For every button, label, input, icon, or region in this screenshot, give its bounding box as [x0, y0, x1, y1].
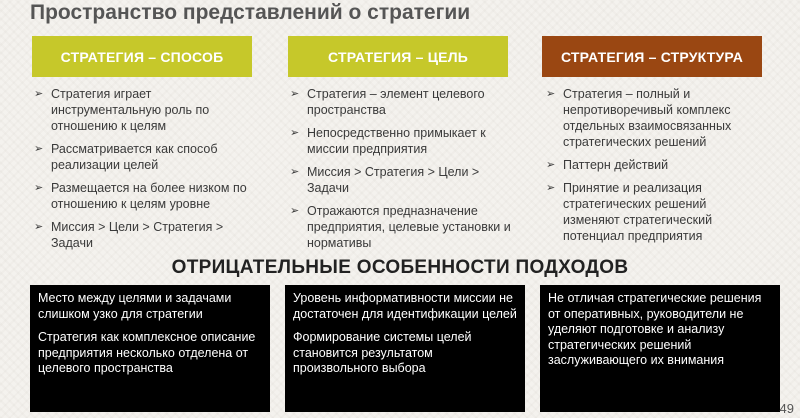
arrow-bullet-icon: ➢	[34, 182, 44, 194]
arrow-bullet-icon: ➢	[290, 88, 300, 100]
arrow-bullet-icon: ➢	[34, 221, 44, 233]
drawback-text: Уровень информативности миссии не достаточен для идентификации целей	[293, 291, 517, 321]
list-item: ➢ Стратегия – полный и непротиворечивый комплекс отдельных взаимосвязанных стратегических решений	[546, 87, 732, 149]
list-item: ➢ Стратегия играет инструментальную роль по отношению к целям	[34, 87, 210, 133]
list-item: ➢ Миссия > Стратегия > Цели > Задачи	[290, 165, 480, 195]
drawback-box-method	[30, 285, 270, 412]
arrow-bullet-icon: ➢	[34, 88, 44, 100]
header-strategy-structure: СТРАТЕГИЯ – СТРУКТУРА	[542, 36, 762, 77]
header-strategy-goal: СТРАТЕГИЯ – ЦЕЛЬ	[288, 36, 508, 77]
arrow-bullet-icon: ➢	[546, 182, 556, 194]
arrow-bullet-icon: ➢	[290, 205, 300, 217]
drawback-text: Формирование системы целей становится результатом произвольного выбора	[293, 330, 472, 375]
list-item: ➢ Рассматривается как способ реализации целей	[34, 142, 218, 172]
list-item: ➢ Паттерн действий	[546, 158, 669, 172]
column-strategy-method-list	[34, 86, 262, 258]
column-strategy-goal-list	[290, 86, 515, 258]
arrow-bullet-icon: ➢	[546, 159, 556, 171]
arrow-bullet-icon: ➢	[290, 127, 300, 139]
page-number: 49	[779, 401, 794, 416]
drawback-text: Место между целями и задачами слишком узко для стратегии	[38, 291, 232, 321]
arrow-bullet-icon: ➢	[34, 143, 44, 155]
section-title: ОТРИЦАТЕЛЬНЫЕ ОСОБЕННОСТИ ПОДХОДОВ	[171, 257, 629, 278]
drawback-text: Не отличая стратегические решения от оперативных, руководители не уделяют подготовке и анализу стратегических решений заслуживающего их внимания	[548, 291, 762, 367]
list-item: ➢ Принятие и реализация стратегических решений изменяют стратегический потенциал предприятия	[546, 181, 713, 243]
drawback-box-goal	[285, 285, 525, 412]
list-item: ➢ Размещается на более низком по отношению к целям уровне	[34, 181, 247, 211]
list-item: ➢ Непосредственно примыкает к миссии предприятия	[290, 126, 486, 156]
slide-title: Пространство представлений о стратегии	[30, 1, 471, 24]
arrow-bullet-icon: ➢	[290, 166, 300, 178]
list-item: ➢ Миссия > Цели > Стратегия > Задачи	[34, 220, 224, 250]
column-strategy-structure-list	[546, 86, 766, 251]
list-item: ➢ Стратегия – элемент целевого пространства	[290, 87, 485, 117]
arrow-bullet-icon: ➢	[546, 88, 556, 100]
header-strategy-method: СТРАТЕГИЯ – СПОСОБ	[32, 36, 252, 77]
list-item: ➢ Отражаются предназначение предприятия, целевые установки и нормативы	[290, 204, 511, 250]
drawback-box-structure	[540, 285, 780, 412]
drawback-text: Стратегия как комплексное описание предприятия несколько отделена от целевого пространства	[38, 330, 256, 375]
